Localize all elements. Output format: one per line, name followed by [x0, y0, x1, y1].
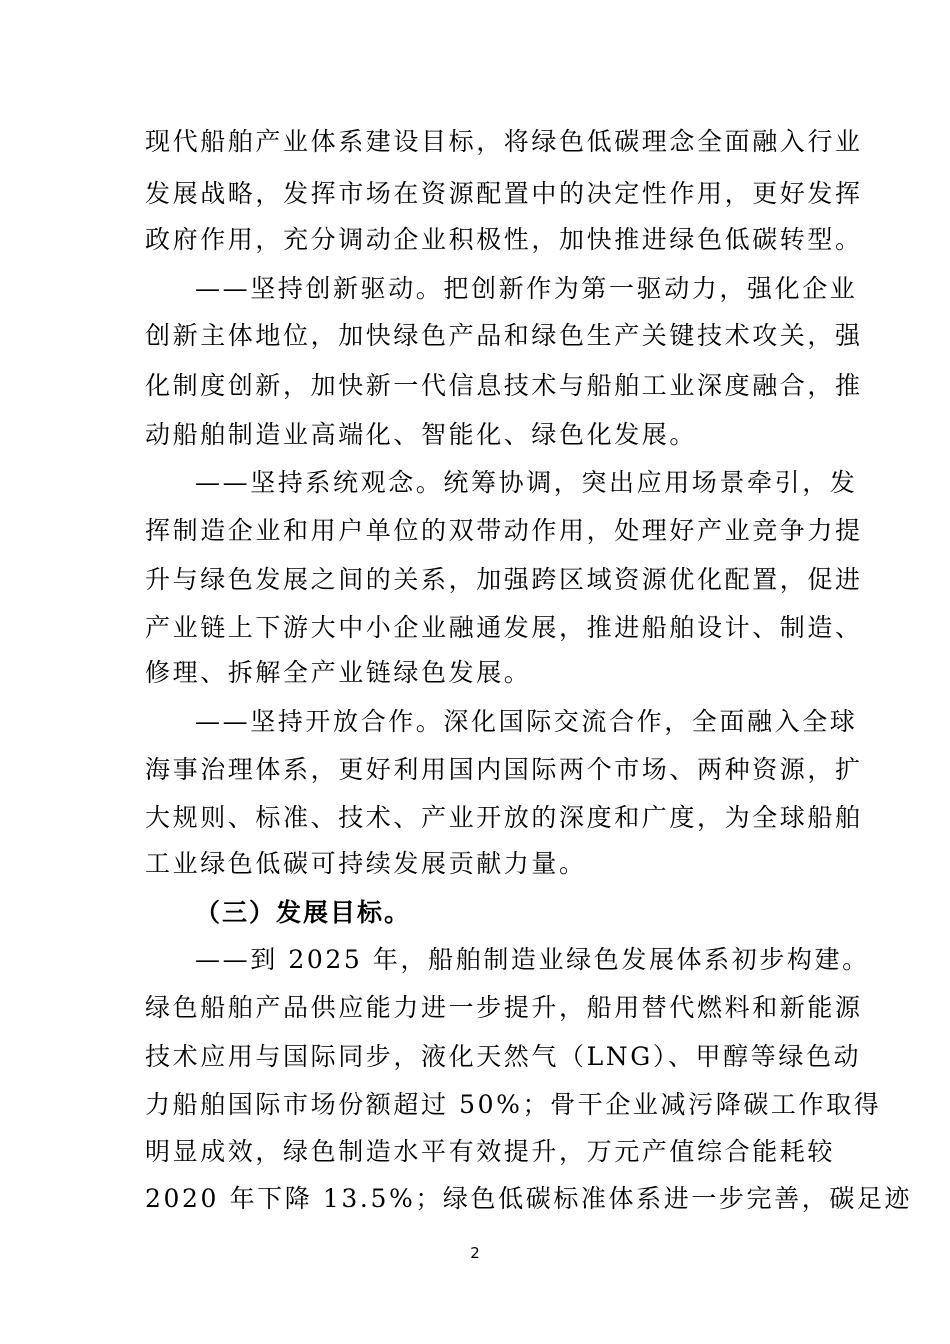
paragraph-line: 现代船舶产业体系建设目标，将绿色低碳理念全面融入行业	[145, 127, 863, 156]
paragraph-line: 产业链上下游大中小企业融通发展，推进船舶设计、制造、	[145, 613, 863, 642]
target-2025-line: ——到 2025 年，船舶制造业绿色发展体系初步构建。	[195, 945, 870, 974]
paragraph-line: 动船舶制造业高端化、智能化、绿色化发展。	[145, 420, 698, 449]
paragraph-line: 大规则、标准、技术、产业开放的深度和广度，为全球船舶	[145, 803, 863, 832]
section-heading: （三）发展目标。	[195, 898, 412, 927]
paragraph-line: 绿色船舶产品供应能力进一步提升，船用替代燃料和新能源	[145, 993, 863, 1022]
paragraph-line: 2020 年下降 13.5%；绿色低碳标准体系进一步完善，碳足迹	[145, 1184, 913, 1213]
principle-innovation-line: ——坚持创新驱动。把创新作为第一驱动力，强化企业	[195, 274, 858, 303]
paragraph-line: 工业绿色低碳可持续发展贡献力量。	[145, 849, 587, 878]
paragraph-line: 海事治理体系，更好利用国内国际两个市场、两种资源，扩	[145, 755, 863, 784]
principle-systems-line: ——坚持系统观念。统筹协调，突出应用场景牵引，发	[195, 468, 858, 497]
paragraph-line: 升与绿色发展之间的关系，加强跨区域资源优化配置，促进	[145, 565, 863, 594]
paragraph-line: 修理、拆解全产业链绿色发展。	[145, 658, 532, 687]
paragraph-line: 发展战略，发挥市场在资源配置中的决定性作用，更好发挥	[145, 179, 863, 208]
principle-openness-line: ——坚持开放合作。深化国际交流合作，全面融入全球	[195, 707, 858, 736]
paragraph-line: 政府作用，充分调动企业积极性，加快推进绿色低碳转型。	[145, 225, 863, 254]
paragraph-line: 化制度创新，加快新一代信息技术与船舶工业深度融合，推	[145, 371, 863, 400]
paragraph-line: 力船舶国际市场份额超过 50%；骨干企业减污降碳工作取得	[145, 1090, 882, 1119]
paragraph-line: 挥制造企业和用户单位的双带动作用，处理好产业竞争力提	[145, 516, 863, 545]
paragraph-line: 技术应用与国际同步，液化天然气（LNG）、甲醇等绿色动	[145, 1042, 862, 1071]
paragraph-line: 明显成效，绿色制造水平有效提升，万元产值综合能耗较	[145, 1137, 836, 1166]
paragraph-line: 创新主体地位，加快绿色产品和绿色生产关键技术攻关，强	[145, 321, 863, 350]
page-number: 2	[470, 1244, 480, 1262]
